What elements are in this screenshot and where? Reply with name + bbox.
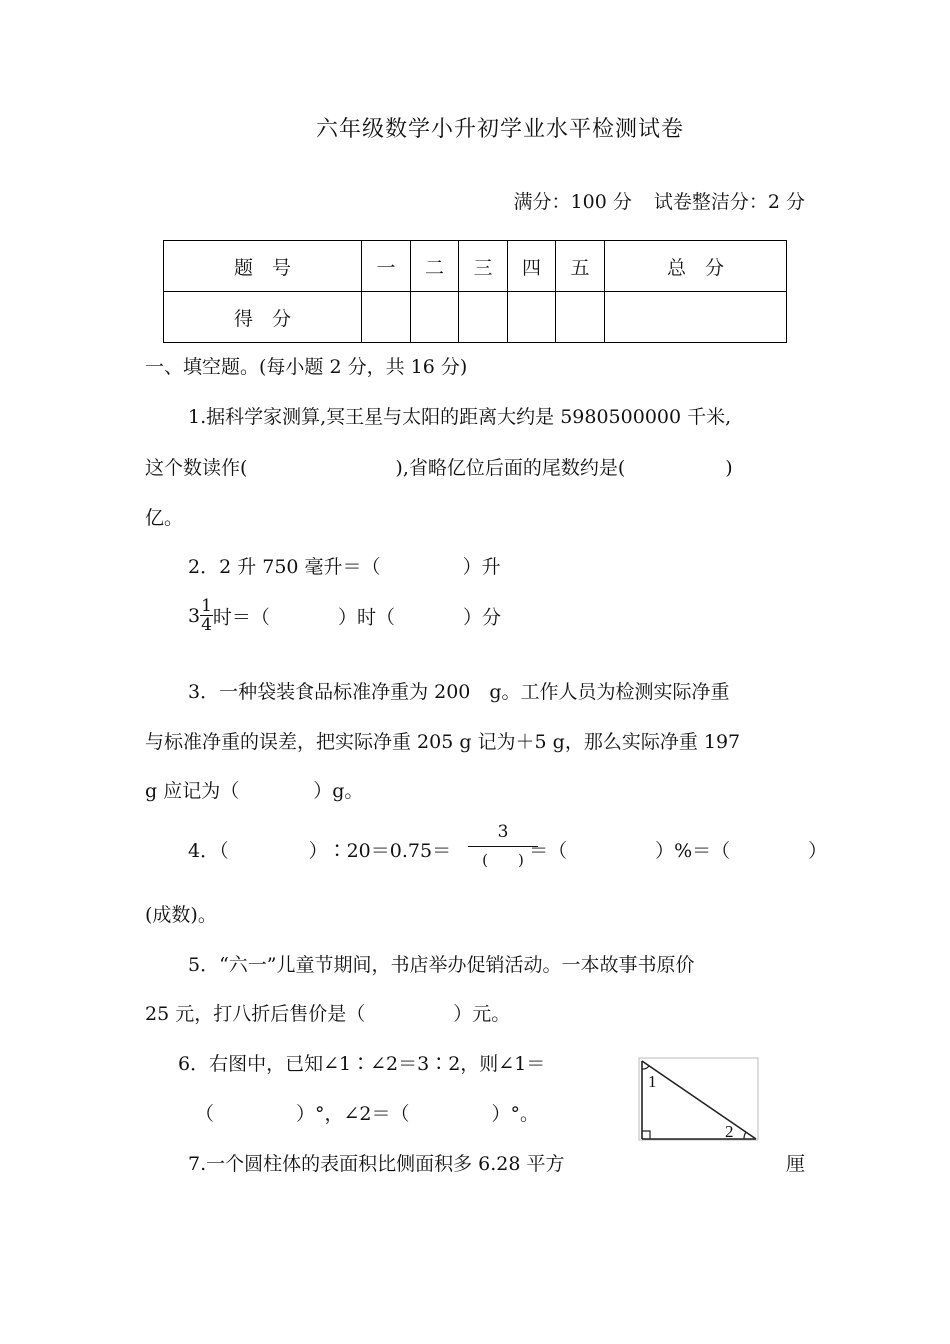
q2-fraction-numerator: 1 xyxy=(201,596,212,616)
q5-text-a: 25 元，打八折后售价是（ xyxy=(145,1003,366,1025)
score-table xyxy=(163,240,787,343)
q3-line3 xyxy=(145,776,363,803)
triangle-hypotenuse xyxy=(642,1061,756,1139)
angle1-arc xyxy=(642,1066,649,1069)
q1-line3: 亿。 xyxy=(145,507,184,529)
score-cell-2[interactable] xyxy=(411,292,459,343)
q3-line1: 3．一种袋装食品标准净重为 200 g。工作人员为检测实际净重 xyxy=(188,681,730,703)
q2-text-e: ）分 xyxy=(462,606,501,629)
right-angle-mark xyxy=(642,1131,650,1139)
score-cell-3[interactable] xyxy=(459,292,508,343)
q6-text-a: （ xyxy=(195,1103,215,1125)
q5-line2 xyxy=(145,999,510,1026)
q2-fraction xyxy=(200,598,213,634)
q6-line1: 6．右图中，已知∠1∶∠2＝3∶2，则∠1＝ xyxy=(178,1053,546,1075)
q7-line1: 7.一个圆柱体的表面积比侧面积多 6.28 平方 xyxy=(188,1153,565,1175)
score-cell-1[interactable] xyxy=(362,292,411,343)
q1-text-b: ),省略亿位后面的尾数约是( xyxy=(395,457,626,479)
q2-mixed-whole: 3 xyxy=(188,605,201,627)
col-4: 四 xyxy=(508,241,556,292)
section-heading: 一、填空题。(每小题 2 分，共 16 分) xyxy=(145,356,468,378)
q2-text-c: 时＝（ xyxy=(212,606,270,629)
score-table-score-row xyxy=(164,292,787,343)
q4-fraction-numerator: 3 xyxy=(497,822,509,842)
q3-text-b: ）g。 xyxy=(313,780,364,802)
score-info xyxy=(514,187,805,214)
page-title: 六年级数学小升初学业水平检测试卷 xyxy=(315,117,684,142)
q6-line2 xyxy=(195,1099,539,1126)
q4-text-c: ＝（ xyxy=(529,840,568,862)
q2-text-b: ）升 xyxy=(462,556,501,578)
score-label: 得 分 xyxy=(164,292,362,343)
q3-text-a: g 应记为（ xyxy=(145,780,240,802)
q4-line2: (成数)。 xyxy=(145,904,217,926)
col-3: 三 xyxy=(459,241,508,292)
neatness-score: 试卷整洁分：2 分 xyxy=(653,191,805,213)
q2-line1 xyxy=(188,552,501,579)
q4-text-d: ）%＝（ xyxy=(655,840,731,862)
q2-line2 xyxy=(188,598,501,634)
q4-text-a: 4．（ xyxy=(188,840,229,862)
angle1-label: 1 xyxy=(648,1072,657,1091)
angle2-label: 2 xyxy=(725,1122,734,1141)
question-number-label: 题 号 xyxy=(164,241,362,292)
full-score: 满分：100 分 xyxy=(513,191,632,213)
q6-text-c: ）°。 xyxy=(491,1103,540,1125)
q2-text-d: ）时（ xyxy=(337,606,395,629)
col-2: 二 xyxy=(411,241,459,292)
q4-text-b: ）∶20＝0.75＝ xyxy=(308,840,452,862)
score-table-header-row xyxy=(164,241,787,292)
q1-line2 xyxy=(145,453,733,480)
q3-line2: 与标准净重的误差，把实际净重 205 g 记为＋5 g，那么实际净重 197 xyxy=(145,731,741,753)
q5-line1: 5．“六一”儿童节期间，书店举办促销活动。一本故事书原价 xyxy=(188,954,695,976)
q4-fraction-denominator[interactable]: ( ) xyxy=(482,851,524,869)
q6-text-b: ）°，∠2＝（ xyxy=(296,1103,410,1125)
q1-text-a: 这个数读作( xyxy=(145,457,248,479)
angle2-arc xyxy=(744,1132,746,1139)
q4-fraction xyxy=(468,822,538,870)
score-cell-total[interactable] xyxy=(605,292,787,343)
score-cell-5[interactable] xyxy=(556,292,605,343)
q2-fraction-denominator: 4 xyxy=(201,615,212,635)
q1-text-c: ) xyxy=(725,457,733,479)
col-5: 五 xyxy=(556,241,605,292)
right-triangle-figure xyxy=(638,1057,760,1143)
q2-text-a: 2．2 升 750 毫升＝（ xyxy=(188,556,381,578)
q7-line1-end: 厘 xyxy=(786,1153,806,1175)
q5-text-b: ）元。 xyxy=(453,1003,511,1025)
total-score-label: 总 分 xyxy=(605,241,787,292)
q4-text-e: ） xyxy=(808,840,828,862)
score-cell-4[interactable] xyxy=(508,292,556,343)
col-1: 一 xyxy=(362,241,411,292)
q1-line1: 1.据科学家测算,冥王星与太阳的距离大约是 5980500000 千米, xyxy=(188,406,732,428)
